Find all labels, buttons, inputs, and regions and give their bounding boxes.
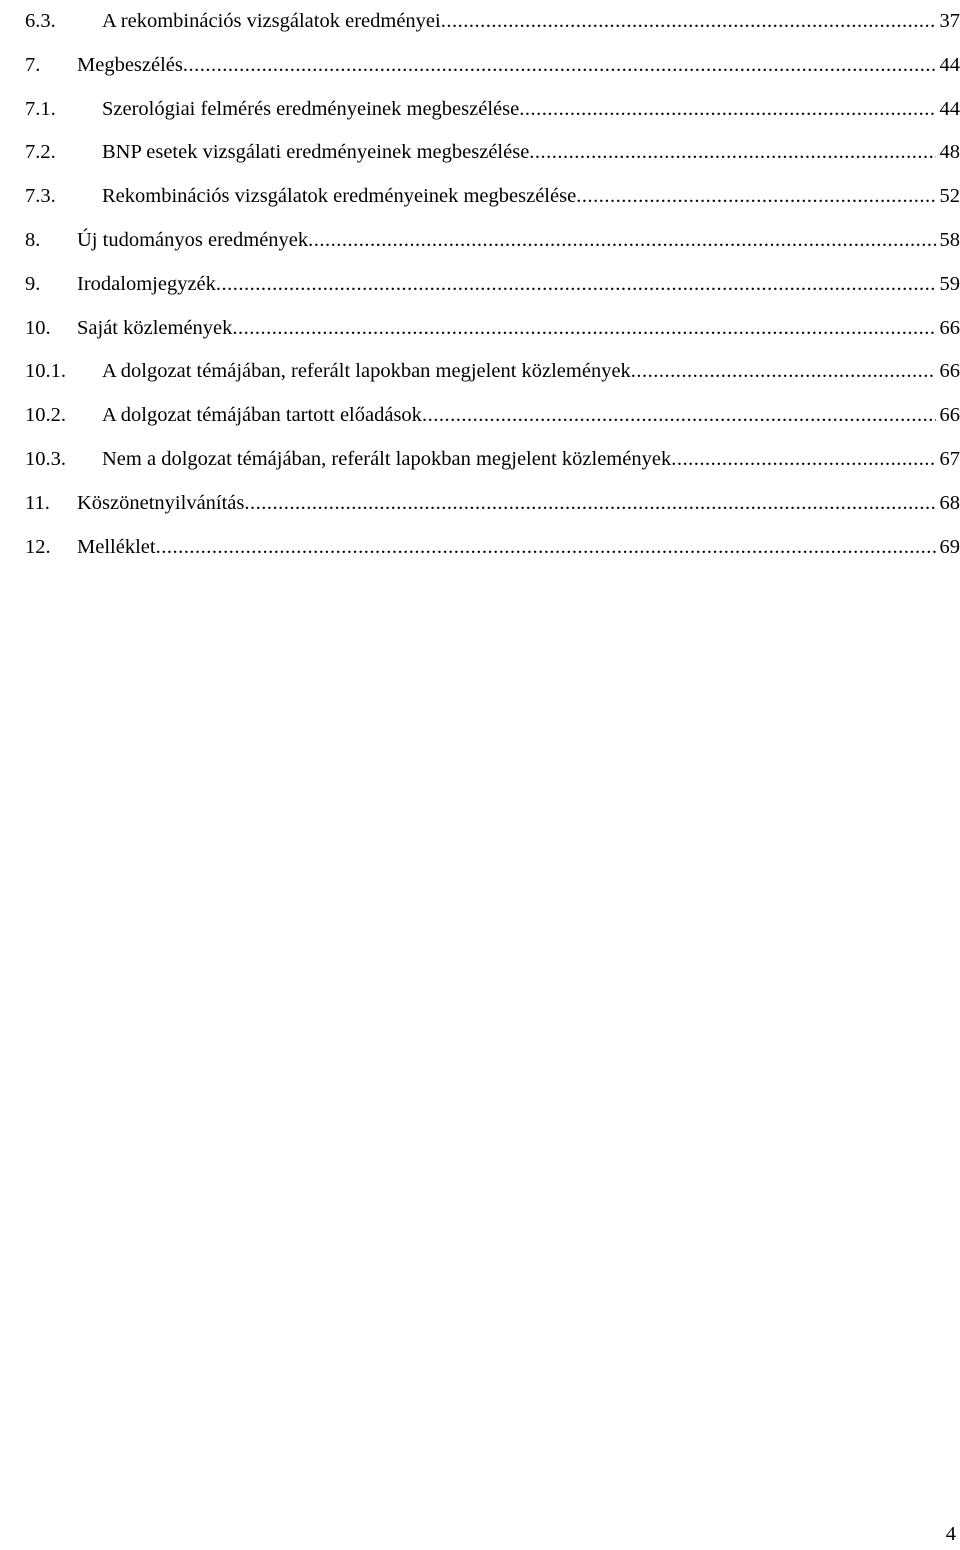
toc-entry[interactable] — [25, 131, 960, 175]
dot-leader — [519, 88, 935, 132]
dot-leader — [529, 131, 935, 175]
toc-entry[interactable] — [25, 307, 960, 351]
toc-entry-number: 10. — [25, 316, 51, 339]
toc-entry-number: 10.1. — [25, 360, 66, 383]
toc-entry-title: Irodalomjegyzék — [77, 272, 216, 295]
toc-entry-page: 37 — [939, 10, 960, 32]
toc-entry[interactable] — [25, 394, 960, 438]
dot-leader — [631, 350, 936, 394]
toc-entry-title: A dolgozat témájában, referált lapokban megjelent közlemények — [102, 360, 631, 383]
toc-entry-number: 10.3. — [25, 447, 66, 470]
toc-entry-title: Saját közlemények — [77, 316, 233, 339]
toc-entry-title: Köszönetnyilvánítás — [77, 491, 245, 514]
toc-entry[interactable] — [25, 350, 960, 394]
toc-entry-page: 66 — [939, 404, 960, 427]
toc-entry-number: 7.2. — [25, 141, 56, 164]
toc-entry-page: 69 — [939, 535, 960, 558]
toc-entry[interactable] — [25, 88, 960, 132]
toc-entry-title: Új tudományos eredmények — [77, 228, 309, 251]
page-number: 4 — [945, 1523, 956, 1545]
toc-entry-title: Melléklet — [77, 535, 156, 558]
dot-leader — [183, 44, 936, 88]
dot-leader — [308, 219, 935, 263]
toc-entry-page: 67 — [939, 447, 960, 470]
dot-leader — [441, 0, 936, 44]
toc-entry-page: 44 — [939, 97, 960, 120]
toc-entry[interactable] — [25, 438, 960, 482]
dot-leader — [671, 438, 935, 482]
toc-entry-number: 11. — [25, 491, 50, 514]
toc-entry-title: Nem a dolgozat témájában, referált lapokban megjelent közlemények — [102, 447, 672, 470]
dot-leader — [244, 482, 935, 526]
table-of-contents — [25, 0, 960, 569]
toc-entry[interactable] — [25, 175, 960, 219]
toc-entry[interactable] — [25, 219, 960, 263]
toc-entry-number: 8. — [25, 228, 41, 251]
toc-entry-number: 7.1. — [25, 97, 56, 120]
dot-leader — [576, 175, 935, 219]
toc-entry-title: BNP esetek vizsgálati eredményeinek megbeszélése — [102, 141, 530, 164]
toc-entry-title: A rekombinációs vizsgálatok eredményei — [102, 10, 441, 32]
toc-entry[interactable] — [25, 44, 960, 88]
toc-entry[interactable] — [25, 526, 960, 570]
toc-entry-title: Rekombinációs vizsgálatok eredményeinek megbeszélése — [102, 185, 577, 208]
toc-entry[interactable] — [25, 0, 960, 44]
toc-entry-page: 48 — [939, 141, 960, 164]
toc-entry-number: 10.2. — [25, 404, 66, 427]
toc-entry-page: 52 — [939, 185, 960, 208]
toc-entry-title: Megbeszélés — [77, 53, 183, 76]
toc-entry-page: 68 — [939, 491, 960, 514]
toc-entry-number: 6.3. — [25, 10, 56, 32]
toc-entry-title: A dolgozat témájában tartott előadások — [102, 404, 422, 427]
toc-entry-page: 58 — [939, 228, 960, 251]
toc-entry-page: 66 — [939, 360, 960, 383]
toc-entry-title: Szerológiai felmérés eredményeinek megbeszélése — [102, 97, 520, 120]
toc-entry[interactable] — [25, 263, 960, 307]
dot-leader — [156, 526, 936, 570]
dot-leader — [232, 307, 935, 351]
toc-entry-page: 59 — [939, 272, 960, 295]
toc-entry-number: 12. — [25, 535, 51, 558]
toc-entry-number: 9. — [25, 272, 41, 295]
toc-entry-page: 44 — [939, 53, 960, 76]
toc-entry-number: 7.3. — [25, 185, 56, 208]
dot-leader — [216, 263, 936, 307]
dot-leader — [422, 394, 936, 438]
toc-entry-page: 66 — [939, 316, 960, 339]
toc-entry-number: 7. — [25, 53, 41, 76]
toc-entry[interactable] — [25, 482, 960, 526]
